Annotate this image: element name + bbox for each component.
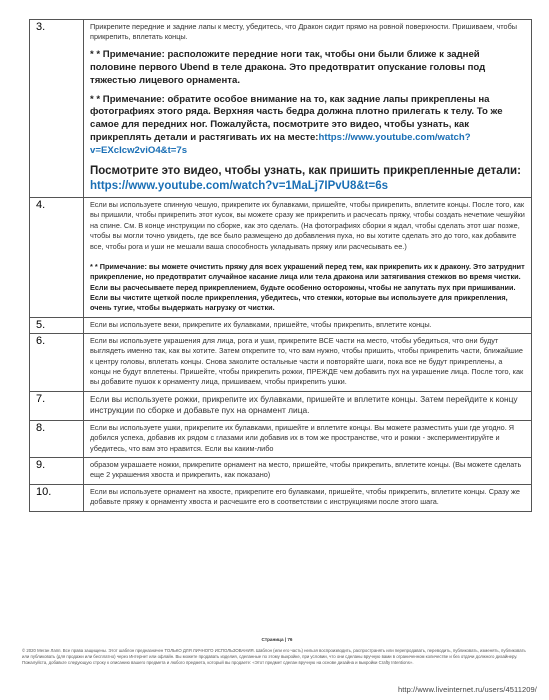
step-number: 9. (30, 458, 84, 485)
step-note (90, 94, 525, 159)
step-video-text: Посмотрите это видео, чтобы узнать, как пришить прикрепленные детали: (90, 165, 521, 178)
step-note-text: * * Примечание: обратите особое внимание на то, как задние лапы прикреплены на фотографиях этого ряда. Верхняя часть бедра должна плотно прилегать к телу. То же самое для передних ног. Пожалуйста, посмотрите это видео, чтобы узнать, как прикреплять детали и растягивать их на месте: (90, 93, 503, 144)
step-text (84, 317, 532, 333)
step-number: 5. (30, 317, 84, 333)
step-row (30, 334, 532, 392)
video-link[interactable]: https://www.youtube.com/watch?v=1MaLj7IPvU8&t=6s (90, 180, 389, 193)
step-paragraph: образом украшаете ножки, прикрепите орнамент на место, пришейте, чтобы прикрепить, вплетите концы. (Вы можете сделать еще 2 украшения хвоста и прикрепить, как показано) (90, 460, 522, 480)
step-number: 6. (30, 334, 84, 392)
step-text (84, 391, 532, 420)
step-paragraph: Если вы используете украшения для лица, рога и уши, прикрепите ВСЕ части на место, чтобы убедиться, что они будут выглядеть именно так, как вы хотите. Затем открепите то, что вам нужно, чтобы пришить, чтобы прикрепить части, ближайшие к центру головы, вплетать концы. Снова заколите остальные части и повторяйте шаги, пока все не будут прикреплены, а концы не будут вплетены. Пришейте, чтобы прикрепить рожки, ПРЕЖДЕ чем добавить пух на украшение лица. После того, как вы добавите пушок к орнаменту лица, пришиваем, чтобы прикрепить ушки. (90, 336, 524, 387)
page-footer (22, 637, 532, 666)
copyright-notice: © 2020 Меган Лапп. Все права защищены. Этот шаблон предназначен ТОЛЬКО ДЛЯ ЛИЧНОГО ИСПОЛЬЗОВАНИЯ. Шаблон (или его часть) нельзя воспроизводить, распространять или перепродавать, переводить, публиковать, изменять, публиковать или публиковать (для продажи или бесплатно) через Интернет или офлайн. Вы можете продавать изделия, сделанные по этому выкройке, при условии, что они сделаны вручную вами в ограниченном количестве и без отдачи должного дизайнеру. Пожалуйста, добавьте следующую строку к описанию вашего предмета и любого предмета, который вы продаете: «Этот предмет сделан вручную на основе дизайна и выкройки Crafty Intentions». (22, 647, 526, 666)
step-paragraph: Если вы используете орнамент на хвосте, прикрепите его булавками, пришейте, чтобы прикрепить, вплетите концы. Сразу же добавьте пряжу к орнаменту хвоста и расчешите его в соответствии с инструкциями после этого шага. (90, 486, 520, 507)
step-text (84, 20, 532, 198)
step-paragraph: Прикрепите передние и задние лапы к месту, убедитесь, что Дракон сидит прямо на ровной поверхности. Пришиваем, чтобы прикрепить, вплетать концы. (90, 22, 518, 42)
step-text (84, 334, 532, 392)
step-paragraph: Если вы используете ушки, прикрепите их булавками, пришейте и вплетите концы. Вы можете разместить уши где угодно. Я добился успеха, добавив их рядом с глазами или добавив их в том же пространстве, что и рожки - экспериментируйте и убедитесь, что вам это нравится. Если вы каким-либо (90, 423, 515, 453)
step-text (84, 484, 532, 511)
step-row (30, 484, 532, 511)
step-note: * * Примечание: расположите передние ноги так, чтобы они были ближе к задней половине первого Ubend в теле дракона. Это предотвратит опускание головы под тяжестью лицевого орнамента. (90, 48, 486, 86)
step-number: 4. (30, 198, 84, 318)
step-text (84, 198, 532, 318)
step-number: 3. (30, 20, 84, 198)
step-number: 10. (30, 484, 84, 511)
step-number: 8. (30, 421, 84, 458)
step-text (84, 458, 532, 485)
watermark-url: http://www.liveinternet.ru/users/4511209/ (397, 685, 537, 694)
step-row (30, 317, 532, 333)
step-paragraph: Если вы используете рожки, прикрепите их булавками, пришейте и вплетите концы. Затем перейдите к концу инструкции по сборке и добавьте пух на орнамент лица. (90, 393, 518, 416)
step-row (30, 198, 532, 318)
step-row (30, 20, 532, 198)
page-number: Страница | 76 (261, 637, 293, 642)
video-link[interactable]: https://www.youtube.com/watch?v=EXcIcw2viO4&t=7s (90, 132, 471, 157)
step-paragraph: Если вы используете веки, прикрепите их булавками, пришейте, чтобы прикрепить, вплетите концы. (90, 319, 432, 329)
step-row (30, 421, 532, 458)
step-row (30, 458, 532, 485)
steps-table (29, 19, 532, 512)
step-text (84, 421, 532, 458)
step-paragraph: Если вы используете спинную чешую, прикрепите их булавками, пришейте, чтобы прикрепить, вплетите концы. После того, как вы пришили, чтобы прикрепить этот кусок, вы можете сразу же прикрепить и расчесать пряжу, чтобы создать нечеткие чешуйки на спине. См. В конце инструкции по сборке, как это сделать. (На фотографиях сборки я ждал, чтобы сделать этот шаг позже, чтобы вы могли точно увидеть, где все было размещено до добавления пуха, но вы хотите сделать это до того, как добавите все, чтобы рога и уши не мешали ваша способность укладывать пряжу или расчесывать ее.) (90, 200, 525, 251)
step-video-callout (90, 164, 525, 194)
step-row (30, 391, 532, 420)
step-number: 7. (30, 391, 84, 420)
step-note: * * Примечание: вы можете очистить пряжу для всех украшений перед тем, как прикрепить их к дракону. Это затруднит прикрепление, но предотвратит случайное касание лица или тела дракона или затягивания стежков во время чистки. Если вы расчесываете перед прикреплением, будьте особенно осторожны, чтобы не запутать пух при пришивании. Если вы чистите щеткой после прикрепления, убедитесь, что стежки, которые вы используете для прикрепления, очень тугие, чтобы выдержать нагрузку от чистки. (90, 261, 525, 313)
